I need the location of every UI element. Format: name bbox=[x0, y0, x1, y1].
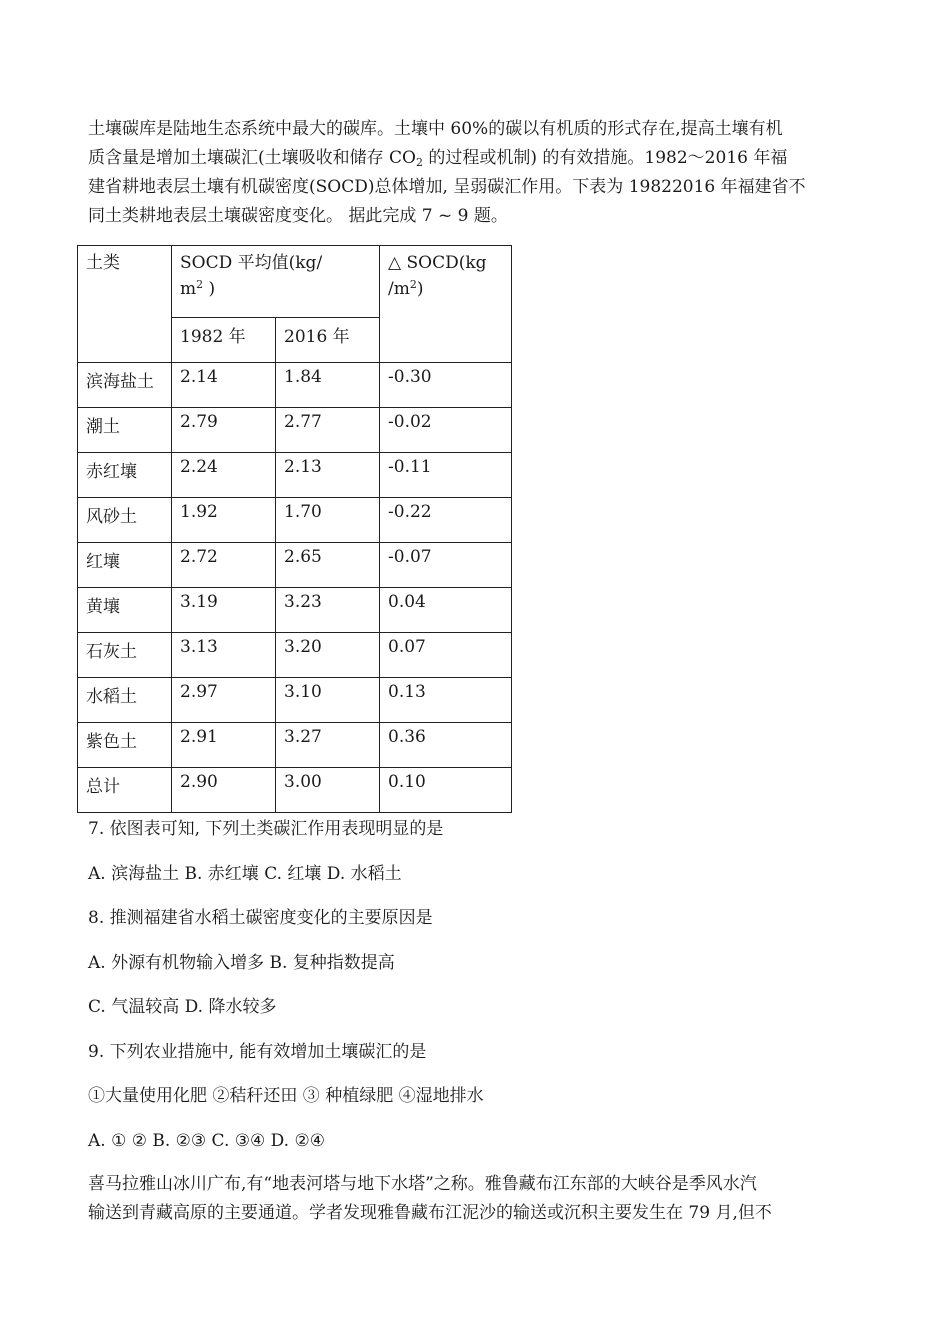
value-1982-cell: 2.91 bbox=[172, 723, 276, 768]
header-avg-sup: 2 bbox=[196, 278, 204, 291]
header-year-1982: 1982 年 bbox=[172, 318, 276, 363]
value-1982-cell: 2.79 bbox=[172, 408, 276, 453]
table-row bbox=[78, 678, 512, 723]
delta-cell: -0.02 bbox=[380, 408, 512, 453]
header-delta-sup: 2 bbox=[409, 278, 417, 291]
value-2016-cell: 2.65 bbox=[276, 543, 380, 588]
intro-line-2-text-b: 的过程或机制) 的有效措施。1982～2016 年福 bbox=[422, 148, 788, 168]
soil-name-cell: 红壤 bbox=[78, 543, 172, 588]
soil-name-cell: 黄壤 bbox=[78, 588, 172, 633]
header-socd-average bbox=[172, 246, 380, 318]
value-1982-cell: 2.24 bbox=[172, 453, 276, 498]
value-1982-cell: 2.14 bbox=[172, 363, 276, 408]
header-delta-socd bbox=[380, 246, 512, 363]
question-9-stem: 9. 下列农业措施中, 能有效增加土壤碳汇的是 bbox=[88, 1042, 427, 1062]
soil-name-cell: 潮土 bbox=[78, 408, 172, 453]
header-delta-text-c: ) bbox=[416, 279, 424, 299]
delta-cell: 0.13 bbox=[380, 678, 512, 723]
delta-cell: 0.04 bbox=[380, 588, 512, 633]
delta-cell: 0.36 bbox=[380, 723, 512, 768]
value-2016-cell: 3.00 bbox=[276, 768, 380, 813]
value-2016-cell: 3.20 bbox=[276, 633, 380, 678]
table-row bbox=[78, 453, 512, 498]
table-row bbox=[78, 588, 512, 633]
header-delta-text-a: △ SOCD(kg bbox=[388, 253, 487, 273]
passage-2-line-2: 输送到青藏高原的主要通道。学者发现雅鲁藏布江泥沙的输送或沉积主要发生在 79 月,但不 bbox=[88, 1203, 772, 1223]
intro-line-4: 同土类耕地表层土壤碳密度变化。 据此完成 7 ~ 9 题。 bbox=[88, 206, 508, 226]
soil-name-cell: 风砂土 bbox=[78, 498, 172, 543]
header-delta-text-b: /m bbox=[388, 279, 410, 299]
soil-name-cell: 滨海盐土 bbox=[78, 363, 172, 408]
value-2016-cell: 3.10 bbox=[276, 678, 380, 723]
co2-subscript: 2 bbox=[415, 156, 423, 169]
table-row bbox=[78, 633, 512, 678]
value-1982-cell: 1.92 bbox=[172, 498, 276, 543]
value-2016-cell: 2.13 bbox=[276, 453, 380, 498]
intro-line-2 bbox=[88, 148, 868, 168]
header-soil-type: 土类 bbox=[78, 246, 172, 363]
table-row-total bbox=[78, 768, 512, 813]
delta-cell: -0.22 bbox=[380, 498, 512, 543]
value-1982-cell: 2.97 bbox=[172, 678, 276, 723]
value-2016-cell: 2.77 bbox=[276, 408, 380, 453]
passage-2-line-1: 喜马拉雅山冰川广布,有“地表河塔与地下水塔”之称。雅鲁藏布江东部的大峡谷是季风水汽 bbox=[88, 1174, 757, 1194]
soil-name-cell: 紫色土 bbox=[78, 723, 172, 768]
table-row bbox=[78, 498, 512, 543]
value-2016-cell: 3.23 bbox=[276, 588, 380, 633]
question-8-options-2: C. 气温较高 D. 降水较多 bbox=[88, 997, 277, 1017]
question-8-stem: 8. 推测福建省水稻土碳密度变化的主要原因是 bbox=[88, 908, 433, 928]
value-1982-cell: 3.19 bbox=[172, 588, 276, 633]
value-1982-cell: 2.72 bbox=[172, 543, 276, 588]
question-9-items: ①大量使用化肥 ②秸秆还田 ③ 种植绿肥 ④湿地排水 bbox=[88, 1086, 484, 1106]
header-avg-text-b: m bbox=[180, 279, 197, 299]
question-8-options-1: A. 外源有机物输入增多 B. 复种指数提高 bbox=[88, 953, 395, 973]
question-7-options: A. 滨海盐土 B. 赤红壤 C. 红壤 D. 水稻土 bbox=[88, 864, 402, 884]
soil-name-cell: 总计 bbox=[78, 768, 172, 813]
table-row bbox=[78, 543, 512, 588]
header-avg-text-c: ) bbox=[203, 279, 216, 299]
socd-table bbox=[77, 245, 512, 813]
soil-name-cell: 石灰土 bbox=[78, 633, 172, 678]
question-7-stem: 7. 依图表可知, 下列土类碳汇作用表现明显的是 bbox=[88, 819, 444, 839]
delta-cell: 0.07 bbox=[380, 633, 512, 678]
table-row bbox=[78, 363, 512, 408]
delta-cell: -0.07 bbox=[380, 543, 512, 588]
header-avg-text-a: SOCD 平均值(kg/ bbox=[180, 253, 323, 273]
value-2016-cell: 1.84 bbox=[276, 363, 380, 408]
header-year-2016: 2016 年 bbox=[276, 318, 380, 363]
soil-name-cell: 水稻土 bbox=[78, 678, 172, 723]
delta-cell: -0.11 bbox=[380, 453, 512, 498]
table-row bbox=[78, 723, 512, 768]
value-2016-cell: 3.27 bbox=[276, 723, 380, 768]
question-9-options: A. ① ② B. ②③ C. ③④ D. ②④ bbox=[88, 1131, 325, 1151]
intro-line-2-text-a: 质含量是增加土壤碳汇(土壤吸收和储存 CO bbox=[88, 148, 416, 168]
value-2016-cell: 1.70 bbox=[276, 498, 380, 543]
table-row bbox=[78, 408, 512, 453]
intro-line-3: 建省耕地表层土壤有机碳密度(SOCD)总体增加, 呈弱碳汇作用。下表为 19822016 年福建省不 bbox=[88, 177, 806, 197]
intro-line-1: 土壤碳库是陆地生态系统中最大的碳库。土壤中 60%的碳以有机质的形式存在,提高土壤有机 bbox=[88, 119, 783, 139]
delta-cell: -0.30 bbox=[380, 363, 512, 408]
value-1982-cell: 2.90 bbox=[172, 768, 276, 813]
soil-name-cell: 赤红壤 bbox=[78, 453, 172, 498]
table-header-row bbox=[78, 246, 512, 318]
value-1982-cell: 3.13 bbox=[172, 633, 276, 678]
delta-cell: 0.10 bbox=[380, 768, 512, 813]
